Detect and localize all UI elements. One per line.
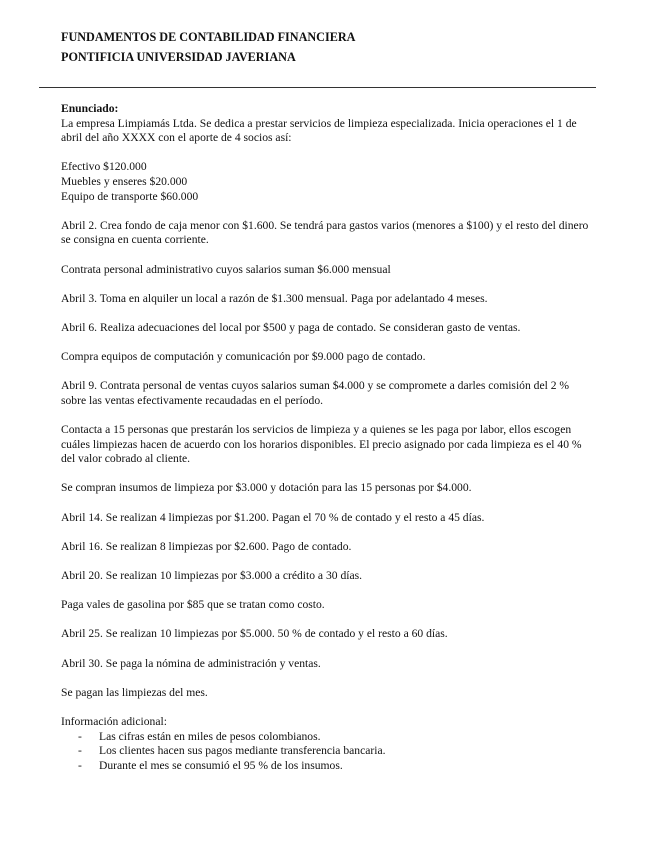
transaction-paragraph: Contrata personal administrativo cuyos salarios suman $6.000 mensual	[61, 262, 391, 276]
statement-intro: La empresa Limpiamás Ltda. Se dedica a prestar servicios de limpieza especializada. Inicia operaciones el 1 de abril del año XXXX con el aporte de 4 socios así:	[61, 116, 577, 145]
contribution-item: Efectivo $120.000	[61, 160, 147, 174]
transaction-paragraph: Contacta a 15 personas que prestarán los servicios de limpieza y a quienes se les paga por labor, ellos escogen cuáles limpiezas hacen de acuerdo con los horarios disponibles. El precio asignado por cada limpieza es el 40 % del valor cobrado al cliente.	[61, 423, 582, 466]
transaction-paragraph: Se pagan las limpiezas del mes.	[61, 685, 208, 699]
contribution-item: Equipo de transporte $60.000	[61, 189, 199, 203]
transaction-paragraph: Abril 6. Realiza adecuaciones del local por $500 y paga de contado. Se consideran gasto de ventas.	[61, 320, 521, 334]
transaction-paragraph: Se compran insumos de limpieza por $3.000 y dotación para las 15 personas por $4.000.	[61, 481, 472, 495]
transaction-paragraph: Abril 16. Se realizan 8 limpiezas por $2.600. Pago de contado.	[61, 539, 352, 553]
transaction-paragraph: Abril 25. Se realizan 10 limpiezas por $5.000. 50 % de contado y el resto a 60 días.	[61, 627, 448, 641]
contribution-item: Muebles y enseres $20.000	[61, 174, 188, 188]
additional-info-label: Información adicional:	[61, 714, 167, 728]
transaction-paragraph: Abril 30. Se paga la nómina de administración y ventas.	[61, 656, 321, 670]
transaction-paragraph: Abril 9. Contrata personal de ventas cuyos salarios suman $4.000 y se compromete a darles comisión del 2 % sobre las ventas efectivamente recaudadas en el período.	[61, 379, 570, 407]
statement-label: Enunciado:	[61, 102, 119, 115]
course-title: FUNDAMENTOS DE CONTABILIDAD FINANCIERA	[61, 30, 356, 44]
list-item: - Durante el mes se consumió el 95 % de los insumos.	[61, 759, 596, 774]
transaction-paragraph: Abril 20. Se realizan 10 limpiezas por $3.000 a crédito a 30 días.	[61, 569, 363, 582]
list-item: - Las cifras están en miles de pesos colombianos.	[61, 730, 596, 745]
header-divider	[39, 87, 596, 88]
transaction-paragraph: Abril 3. Toma en alquiler un local a razón de $1.300 mensual. Paga por adelantado 4 meses.	[61, 291, 488, 305]
transaction-paragraph: Compra equipos de computación y comunicación por $9.000 pago de contado.	[61, 350, 426, 364]
additional-info-list	[61, 730, 596, 774]
transaction-paragraph: Abril 2. Crea fondo de caja menor con $1.600. Se tendrá para gastos varios (menores a $100) y el resto del dinero se consigna en cuenta corriente.	[61, 218, 589, 247]
exercise-body	[61, 102, 596, 773]
document-header	[61, 27, 355, 67]
list-item: - Los clientes hacen sus pagos mediante transferencia bancaria.	[61, 744, 596, 759]
transaction-paragraph: Abril 14. Se realizan 4 limpiezas por $1.200. Pagan el 70 % de contado y el resto a 45 días.	[61, 510, 485, 524]
transaction-paragraph: Paga vales de gasolina por $85 que se tratan como costo.	[61, 598, 325, 612]
university-name: PONTIFICIA UNIVERSIDAD JAVERIANA	[61, 50, 296, 64]
